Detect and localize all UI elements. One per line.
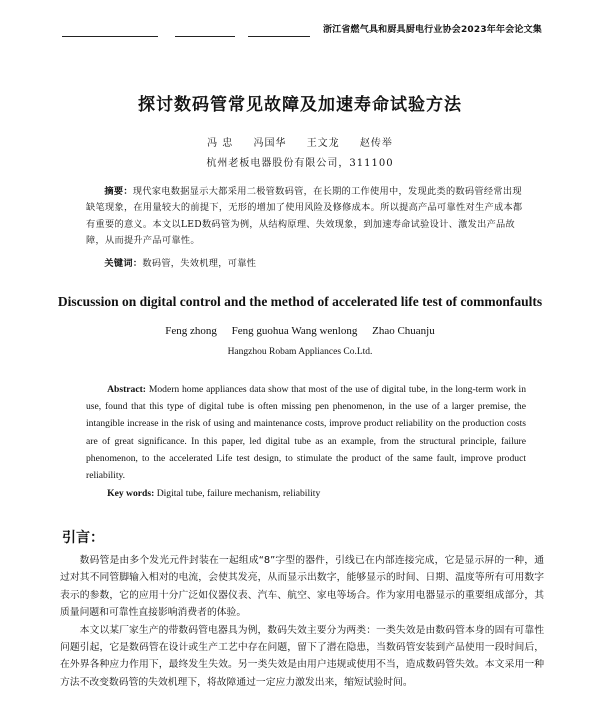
author-name: 冯 忠 <box>207 138 234 149</box>
introduction-body <box>60 552 544 691</box>
section-heading-introduction: 引言： <box>62 530 104 546</box>
abstract-text: 现代家电数据显示大都采用二极管数码管，在长期的工作使用中，发现此类的数码管经常出现缺笔现象，在用量较大的前提下，无形的增加了使用风险及修修成本。所以提高产品可靠性对生产成本都有重要的意义。本文以LED数码管为例，从结构原理、失效现象，到加速寿命试验设计、激发出产品故障，从而提升产品可靠性。 <box>86 186 523 246</box>
author-name: 冯国华 <box>253 138 287 149</box>
keywords-text: 数码管，失效机理，可靠性 <box>142 258 257 269</box>
keywords-label: Key words: <box>107 488 155 499</box>
english-authors <box>0 325 600 337</box>
author-name: Feng guohua Wang wenlong <box>231 325 358 337</box>
chinese-affiliation: 杭州老板电器股份有限公司，311100 <box>206 158 394 169</box>
english-affiliation: Hangzhou Robam Appliances Co.Ltd. <box>227 347 373 357</box>
chinese-keywords <box>86 255 526 269</box>
header-rule <box>62 36 158 37</box>
keywords-label: 关键词： <box>104 258 143 269</box>
abstract-label: 摘要： <box>104 186 133 197</box>
english-abstract <box>86 381 526 484</box>
chinese-authors <box>0 134 600 149</box>
abstract-text: Modern home appliances data show that most of the use of digital tube, in the long-term work in use, found that this type of digital tube is often missing pen phenomenon, in the use of a larger premise, the intangible increase in the risk of using and maintenance costs, improve product reliability on the production costs are of great significance. In this paper, led digital tube as an example, from the structural principle, failure phenomenon, to the accelerated Life test design, to stimulate the product of the same fault, improve product reliability. <box>86 384 527 482</box>
english-keywords <box>86 488 526 499</box>
paragraph: 本文以某厂家生产的带数码管电器具为例，数码失效主要分为两类：一类失效是由数码管本身的固有可靠性问题引起，它是数码管在设计或生产工艺中存在问题，留下了潜在隐患，当数码管安装到产品使用一段时间后，在外界各种应力作用下，最终发生失效。另一类失效是由用户违规或使用不当，造成数码管失效。本文采用一种方法不改变数码管的失效机理下，将故障通过一定应力激发出来，缩短试验时间。 <box>60 624 544 688</box>
author-name: Zhao Chuanju <box>372 325 435 337</box>
keywords-text: Digital tube, failure mechanism, reliability <box>156 488 321 499</box>
running-head: 浙江省燃气具和厨具厨电行业协会2023年年会论文集 <box>322 25 542 35</box>
english-title: Discussion on digital control and the method of accelerated life test of commonfaults <box>57 294 543 309</box>
author-name: 王文龙 <box>306 138 340 149</box>
author-name: 赵传举 <box>359 138 393 149</box>
abstract-label: Abstract: <box>107 384 147 395</box>
chinese-abstract <box>86 184 526 249</box>
chinese-title: 探讨数码管常见故障及加速寿命试验方法 <box>138 95 462 115</box>
author-name: Feng zhong <box>165 325 217 337</box>
header-rule <box>248 36 310 37</box>
header-rule <box>175 36 235 37</box>
paragraph: 数码管是由多个发光元件封装在一起组成“8”字型的器件，引线已在内部连接完成，它是显示屏的一种，通过对其不同管脚输入相对的电流，会使其发亮，从而显示出数字，能够显示的时间、日期、温度等所有可用数字表示的参数，它的应用十分广泛如仪器仪表、汽车、航空、家电等场合。作为家用电器显示的重要组成部分，其质量问题和可靠性直接影响消费者的体验。 <box>60 555 544 619</box>
